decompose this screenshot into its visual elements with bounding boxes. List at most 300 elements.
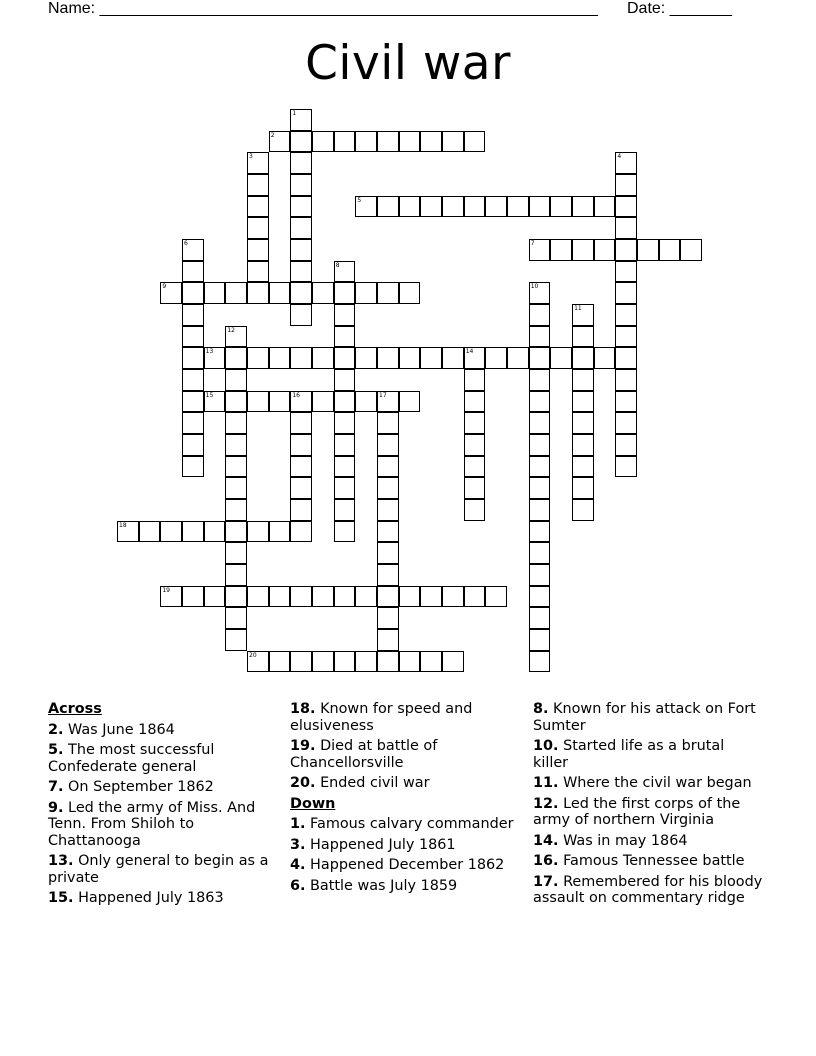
grid-cell[interactable]	[442, 651, 464, 673]
grid-cell[interactable]	[182, 456, 204, 478]
cell-number: 8	[335, 261, 340, 269]
clue-number: 4.	[290, 857, 306, 873]
cell-number: 14	[465, 348, 474, 356]
grid-cell[interactable]	[247, 651, 269, 673]
clue-item	[48, 890, 278, 907]
grid-cell[interactable]	[637, 239, 659, 261]
grid-cell[interactable]	[572, 326, 594, 348]
grid-cell[interactable]	[615, 261, 637, 283]
clue-text: Known for speed and elusiveness	[290, 701, 473, 734]
grid-cell[interactable]	[572, 369, 594, 391]
cell-number: 15	[205, 391, 214, 399]
grid-cell[interactable]	[290, 347, 312, 369]
grid-cell[interactable]	[334, 499, 356, 521]
grid-cell[interactable]	[225, 434, 247, 456]
grid-cell[interactable]	[442, 131, 464, 153]
grid-cell[interactable]	[334, 456, 356, 478]
grid-cell[interactable]	[247, 239, 269, 261]
grid-cell[interactable]	[225, 607, 247, 629]
grid-cell[interactable]	[225, 456, 247, 478]
grid-cell[interactable]	[464, 391, 486, 413]
grid-cell[interactable]	[334, 131, 356, 153]
clue-text: Happened December 1862	[305, 857, 505, 873]
grid-cell[interactable]	[334, 347, 356, 369]
clue-item	[290, 701, 520, 734]
grid-cell[interactable]	[160, 282, 182, 304]
clue-number: 12.	[533, 795, 559, 812]
grid-cell[interactable]	[572, 434, 594, 456]
grid-cell[interactable]	[464, 347, 486, 369]
grid-cell[interactable]	[290, 477, 312, 499]
clue-item	[290, 857, 520, 874]
grid-cell[interactable]	[464, 369, 486, 391]
grid-cell[interactable]	[247, 174, 269, 196]
grid-cell[interactable]	[377, 477, 399, 499]
grid-cell[interactable]	[290, 174, 312, 196]
grid-cell[interactable]	[377, 542, 399, 564]
grid-cell[interactable]	[182, 304, 204, 326]
grid-cell[interactable]	[182, 369, 204, 391]
grid-cell[interactable]	[399, 651, 421, 673]
clue-text: Ended civil war	[315, 775, 430, 791]
grid-cell[interactable]	[182, 261, 204, 283]
clue-item	[48, 800, 278, 850]
clue-text: Happened July 1861	[305, 836, 456, 853]
clue-text: Famous Tennessee battle	[558, 853, 745, 869]
grid-cell[interactable]	[572, 239, 594, 261]
grid-cell[interactable]	[182, 391, 204, 413]
clue-number: 16.	[533, 853, 559, 869]
grid-cell[interactable]	[529, 304, 551, 326]
grid-cell[interactable]	[334, 326, 356, 348]
grid-cell[interactable]	[377, 196, 399, 218]
cell-number: 7	[530, 240, 535, 248]
cell-number: 19	[162, 586, 170, 594]
clue-text: Led the first corps of the army of northern Virginia	[533, 795, 741, 828]
clue-number: 9.	[48, 799, 64, 816]
clue-number: 3.	[290, 836, 306, 853]
grid-cell[interactable]	[529, 412, 551, 434]
cell-number: 18	[119, 521, 127, 529]
grid-cell[interactable]	[529, 369, 551, 391]
grid-cell[interactable]	[204, 347, 226, 369]
grid-cell[interactable]	[529, 196, 551, 218]
grid-cell[interactable]	[290, 651, 312, 673]
grid-cell[interactable]	[420, 586, 442, 608]
grid-cell[interactable]	[572, 412, 594, 434]
grid-cell[interactable]	[225, 542, 247, 564]
clue-item	[533, 853, 763, 870]
grid-cell[interactable]	[312, 347, 334, 369]
cell-number: 20	[249, 651, 257, 659]
grid-cell[interactable]	[225, 586, 247, 608]
grid-cell[interactable]	[529, 326, 551, 348]
grid-cell[interactable]	[355, 347, 377, 369]
grid-cell[interactable]	[377, 651, 399, 673]
grid-cell[interactable]	[204, 586, 226, 608]
grid-cell[interactable]	[529, 282, 551, 304]
clue-item	[48, 779, 278, 796]
grid-cell[interactable]	[615, 196, 637, 218]
grid-cell[interactable]	[290, 261, 312, 283]
grid-cell[interactable]	[247, 217, 269, 239]
grid-cell[interactable]	[442, 196, 464, 218]
grid-cell[interactable]	[355, 131, 377, 153]
cell-number: 1	[292, 110, 297, 117]
grid-cell[interactable]	[290, 196, 312, 218]
clue-text: The most successful Confederate general	[48, 742, 215, 775]
clue-item	[533, 775, 763, 792]
puzzle-title: Civil war	[305, 36, 511, 91]
grid-cell[interactable]	[377, 282, 399, 304]
clue-item	[290, 837, 520, 854]
cell-number: 12	[227, 326, 235, 334]
grid-cell[interactable]	[269, 282, 291, 304]
grid-cell[interactable]	[377, 456, 399, 478]
grid-cell[interactable]	[420, 196, 442, 218]
clue-text: Where the civil war began	[558, 775, 752, 791]
grid-cell[interactable]	[225, 499, 247, 521]
grid-cell[interactable]	[615, 152, 637, 174]
grid-cell[interactable]	[399, 196, 421, 218]
grid-cell[interactable]	[247, 391, 269, 413]
grid-cell[interactable]	[225, 412, 247, 434]
clue-number: 13.	[48, 853, 74, 869]
grid-cell[interactable]	[334, 477, 356, 499]
grid-cell[interactable]	[464, 434, 486, 456]
grid-cell[interactable]	[529, 629, 551, 651]
grid-cell[interactable]	[615, 434, 637, 456]
clue-item	[533, 833, 763, 850]
grid-cell[interactable]	[160, 586, 182, 608]
grid-cell[interactable]	[312, 282, 334, 304]
grid-cell[interactable]	[225, 282, 247, 304]
grid-cell[interactable]	[464, 196, 486, 218]
grid-cell[interactable]	[225, 369, 247, 391]
grid-cell[interactable]	[572, 347, 594, 369]
grid-cell[interactable]	[377, 521, 399, 543]
grid-cell[interactable]	[615, 217, 637, 239]
cell-number: 11	[574, 305, 582, 313]
grid-cell[interactable]	[507, 347, 529, 369]
grid-cell[interactable]	[377, 629, 399, 651]
grid-cell[interactable]	[334, 434, 356, 456]
grid-cell[interactable]	[225, 391, 247, 413]
clue-number: 14.	[533, 832, 559, 849]
grid-cell[interactable]	[334, 369, 356, 391]
grid-cell[interactable]	[225, 326, 247, 348]
grid-cell[interactable]	[334, 391, 356, 413]
grid-cell[interactable]	[334, 521, 356, 543]
clue-text: Battle was July 1859	[305, 877, 458, 894]
grid-cell[interactable]	[464, 412, 486, 434]
grid-cell[interactable]	[182, 239, 204, 261]
grid-cell[interactable]	[377, 434, 399, 456]
grid-cell[interactable]	[529, 456, 551, 478]
grid-cell[interactable]	[572, 456, 594, 478]
grid-cell[interactable]	[615, 326, 637, 348]
clue-text: On September 1862	[63, 779, 214, 795]
down-heading: Down	[290, 795, 336, 812]
grid-cell[interactable]	[442, 586, 464, 608]
grid-cell[interactable]	[182, 326, 204, 348]
grid-cell[interactable]	[529, 542, 551, 564]
grid-cell[interactable]	[247, 196, 269, 218]
grid-cell[interactable]	[529, 434, 551, 456]
grid-cell[interactable]	[399, 586, 421, 608]
clue-item	[48, 722, 278, 739]
grid-cell[interactable]	[572, 477, 594, 499]
grid-cell[interactable]	[269, 131, 291, 153]
clue-item	[290, 878, 520, 895]
grid-cell[interactable]	[204, 391, 226, 413]
grid-cell[interactable]	[182, 521, 204, 543]
grid-cell[interactable]	[290, 304, 312, 326]
grid-cell[interactable]	[485, 586, 507, 608]
grid-cell[interactable]	[225, 564, 247, 586]
clue-text: Known for his attack on Fort Sumter	[533, 701, 756, 734]
grid-cell[interactable]	[659, 239, 681, 261]
grid-cell[interactable]	[377, 131, 399, 153]
grid-cell[interactable]	[355, 651, 377, 673]
grid-cell[interactable]	[529, 564, 551, 586]
cell-number: 5	[357, 196, 362, 204]
grid-cell[interactable]	[355, 196, 377, 218]
grid-cell[interactable]	[464, 586, 486, 608]
clue-text: Was June 1864	[63, 721, 175, 738]
clue-number: 19.	[290, 738, 316, 754]
grid-cell[interactable]	[290, 434, 312, 456]
cell-number: 16	[292, 391, 300, 399]
grid-cell[interactable]	[464, 456, 486, 478]
clue-number: 7.	[48, 779, 64, 795]
clue-text: Started life as a brutal killer	[533, 738, 725, 771]
grid-cell[interactable]	[355, 391, 377, 413]
grid-cell[interactable]	[334, 282, 356, 304]
grid-cell[interactable]	[290, 456, 312, 478]
clue-number: 17.	[533, 873, 559, 890]
clue-number: 2.	[48, 721, 64, 738]
clue-item	[48, 853, 278, 886]
grid-cell[interactable]	[442, 347, 464, 369]
grid-cell[interactable]	[334, 651, 356, 673]
grid-cell[interactable]	[225, 477, 247, 499]
cell-number: 6	[184, 240, 188, 248]
grid-cell[interactable]	[464, 477, 486, 499]
clue-number: 15.	[48, 890, 74, 906]
clue-item	[290, 816, 520, 833]
grid-cell[interactable]	[290, 131, 312, 153]
clue-number: 11.	[533, 775, 559, 791]
grid-cell[interactable]	[290, 391, 312, 413]
grid-cell[interactable]	[529, 607, 551, 629]
grid-cell[interactable]	[182, 347, 204, 369]
clues-column-2	[290, 701, 520, 898]
grid-cell[interactable]	[615, 456, 637, 478]
grid-cell[interactable]	[182, 282, 204, 304]
grid-cell[interactable]	[269, 651, 291, 673]
cell-number: 4	[617, 153, 622, 161]
grid-cell[interactable]	[139, 521, 161, 543]
grid-cell[interactable]	[399, 347, 421, 369]
cell-number: 3	[249, 153, 253, 161]
cell-number: 17	[379, 391, 387, 399]
clue-item	[290, 738, 520, 771]
clue-item	[48, 742, 278, 775]
grid-cell[interactable]	[377, 391, 399, 413]
grid-cell[interactable]	[529, 499, 551, 521]
clue-text: Died at battle of Chancellorsville	[290, 738, 438, 771]
grid-cell[interactable]	[572, 304, 594, 326]
across-heading: Across	[48, 701, 102, 717]
grid-cell[interactable]	[377, 564, 399, 586]
grid-cell[interactable]	[225, 521, 247, 543]
grid-cell[interactable]	[312, 651, 334, 673]
cell-number: 9	[162, 283, 167, 291]
clues-column-3	[533, 701, 763, 911]
clue-number: 10.	[533, 738, 559, 754]
grid-cell[interactable]	[550, 196, 572, 218]
grid-cell[interactable]	[615, 369, 637, 391]
grid-cell[interactable]	[247, 261, 269, 283]
clues-column-1	[48, 701, 278, 911]
grid-cell[interactable]	[464, 131, 486, 153]
grid-cell[interactable]	[247, 347, 269, 369]
grid-cell[interactable]	[377, 607, 399, 629]
grid-cell[interactable]	[464, 499, 486, 521]
clue-text: Led the army of Miss. And Tenn. From Shiloh to Chattanooga	[48, 799, 256, 849]
grid-cell[interactable]	[334, 412, 356, 434]
grid-cell[interactable]	[312, 391, 334, 413]
grid-cell[interactable]	[529, 391, 551, 413]
clue-text: Only general to begin as a private	[48, 853, 269, 886]
grid-cell[interactable]	[247, 282, 269, 304]
grid-cell[interactable]	[615, 412, 637, 434]
grid-cell[interactable]	[290, 282, 312, 304]
clue-text: Remembered for his bloody assault on commentary ridge	[533, 873, 763, 906]
grid-cell[interactable]	[269, 521, 291, 543]
grid-cell[interactable]	[247, 152, 269, 174]
cell-number: 13	[205, 348, 214, 356]
grid-cell[interactable]	[290, 152, 312, 174]
clue-item	[533, 796, 763, 829]
grid-cell[interactable]	[290, 239, 312, 261]
grid-cell[interactable]	[117, 521, 139, 543]
date-field-label: Date: _______	[627, 0, 732, 17]
clue-item	[533, 874, 763, 907]
clue-number: 1.	[290, 816, 306, 832]
grid-cell[interactable]	[334, 586, 356, 608]
grid-cell[interactable]	[399, 131, 421, 153]
grid-cell[interactable]	[529, 651, 551, 673]
grid-cell[interactable]	[615, 282, 637, 304]
grid-cell[interactable]	[550, 347, 572, 369]
grid-cell[interactable]	[615, 304, 637, 326]
grid-cell[interactable]	[485, 347, 507, 369]
grid-cell[interactable]	[420, 131, 442, 153]
grid-cell[interactable]	[247, 521, 269, 543]
grid-cell[interactable]	[290, 521, 312, 543]
cell-number: 10	[530, 283, 539, 291]
grid-cell[interactable]	[680, 239, 702, 261]
grid-cell[interactable]	[399, 282, 421, 304]
grid-cell[interactable]	[182, 412, 204, 434]
grid-cell[interactable]	[355, 586, 377, 608]
grid-cell[interactable]	[290, 586, 312, 608]
grid-cell[interactable]	[269, 347, 291, 369]
grid-cell[interactable]	[529, 521, 551, 543]
grid-cell[interactable]	[377, 412, 399, 434]
grid-cell[interactable]	[290, 499, 312, 521]
grid-cell[interactable]	[615, 239, 637, 261]
grid-cell[interactable]	[485, 196, 507, 218]
grid-cell[interactable]	[290, 217, 312, 239]
grid-cell[interactable]	[550, 239, 572, 261]
grid-cell[interactable]	[377, 586, 399, 608]
grid-cell[interactable]	[594, 239, 616, 261]
grid-cell[interactable]	[615, 347, 637, 369]
grid-cell[interactable]	[594, 196, 616, 218]
grid-cell[interactable]	[572, 196, 594, 218]
clue-text: Was in may 1864	[558, 832, 688, 849]
grid-cell[interactable]	[204, 282, 226, 304]
grid-cell[interactable]	[529, 239, 551, 261]
grid-cell[interactable]	[420, 347, 442, 369]
cell-number: 2	[270, 131, 275, 139]
grid-cell[interactable]	[182, 586, 204, 608]
grid-cell[interactable]	[572, 499, 594, 521]
grid-cell[interactable]	[269, 586, 291, 608]
clue-text: Famous calvary commander	[305, 816, 514, 832]
grid-cell[interactable]	[594, 347, 616, 369]
grid-cell[interactable]	[334, 261, 356, 283]
name-field-label: Name: ________________________________________________________	[48, 0, 598, 17]
clue-number: 20.	[290, 775, 316, 791]
grid-cell[interactable]	[572, 391, 594, 413]
grid-cell[interactable]	[355, 282, 377, 304]
grid-cell[interactable]	[182, 434, 204, 456]
clue-item	[290, 775, 520, 792]
grid-cell[interactable]	[615, 391, 637, 413]
grid-cell[interactable]	[529, 477, 551, 499]
grid-cell[interactable]	[399, 391, 421, 413]
grid-cell[interactable]	[420, 651, 442, 673]
grid-cell[interactable]	[529, 586, 551, 608]
clue-item	[533, 701, 763, 734]
grid-cell[interactable]	[247, 586, 269, 608]
grid-cell[interactable]	[290, 109, 312, 131]
grid-cell[interactable]	[377, 347, 399, 369]
grid-cell[interactable]	[290, 412, 312, 434]
grid-cell[interactable]	[269, 391, 291, 413]
grid-cell[interactable]	[615, 174, 637, 196]
clue-text: Happened July 1863	[73, 890, 224, 906]
grid-cell[interactable]	[160, 521, 182, 543]
clue-item	[533, 738, 763, 771]
grid-cell[interactable]	[334, 304, 356, 326]
grid-cell[interactable]	[529, 347, 551, 369]
grid-cell[interactable]	[204, 521, 226, 543]
grid-cell[interactable]	[312, 586, 334, 608]
grid-cell[interactable]	[225, 629, 247, 651]
clue-number: 18.	[290, 701, 316, 717]
clue-number: 8.	[533, 701, 549, 717]
clue-number: 5.	[48, 742, 64, 758]
grid-cell[interactable]	[507, 196, 529, 218]
grid-cell[interactable]	[312, 131, 334, 153]
grid-cell[interactable]	[377, 499, 399, 521]
grid-cell[interactable]	[225, 347, 247, 369]
